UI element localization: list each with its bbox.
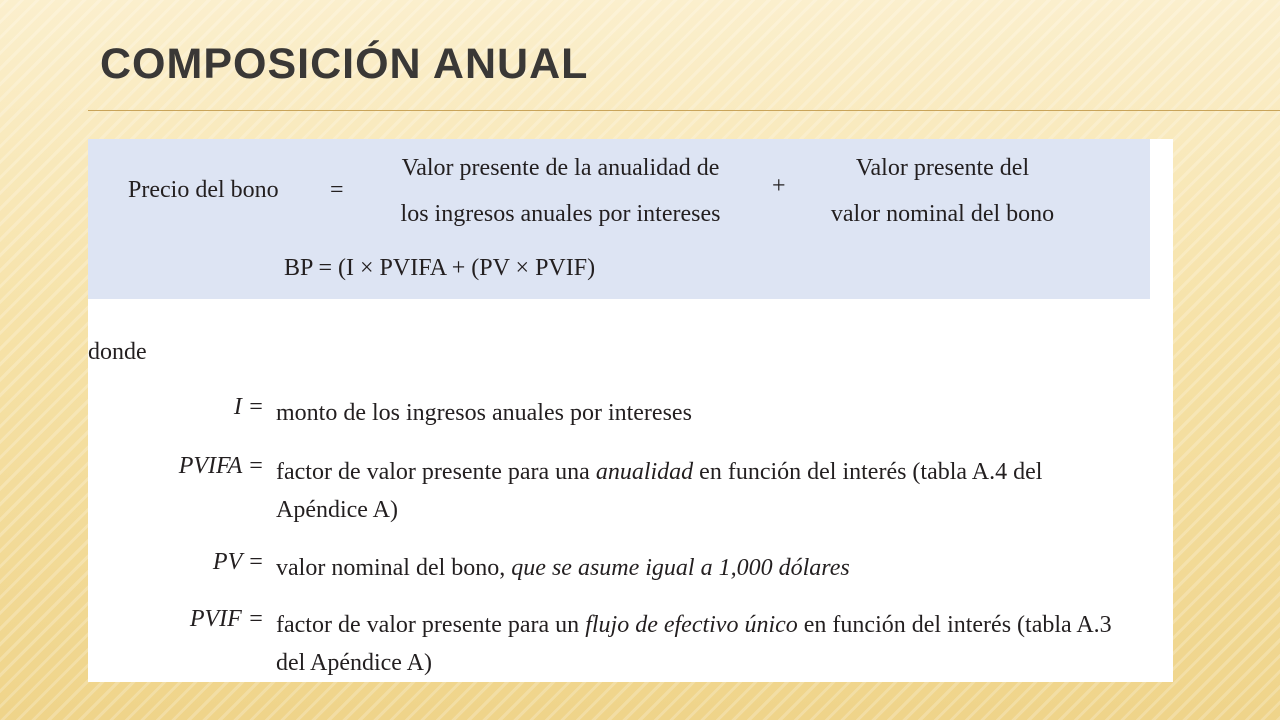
definition-text-part: en función del interés (tabla A.3 del Apéndice A)	[276, 612, 1112, 676]
definition-symbol: PVIF =	[189, 606, 264, 632]
formula-label: Precio del bono	[128, 177, 279, 203]
slide-title-wrap	[100, 38, 588, 90]
fraction-face-value-bottom: valor nominal del bono	[830, 201, 1055, 227]
fraction-face-value-top: Valor presente del	[855, 155, 1030, 181]
definition-symbol: PVIFA =	[178, 453, 264, 479]
formula-plus: +	[772, 173, 786, 199]
definition-text-part: factor de valor presente para una	[276, 459, 596, 485]
definition-text-part: monto de los ingresos anuales por intereses	[276, 400, 692, 426]
formula-equals: =	[330, 177, 344, 203]
fraction-annuity-top: Valor presente de la anualidad de	[401, 155, 720, 181]
title-divider	[88, 110, 1280, 111]
definition-text	[276, 394, 1136, 432]
fraction-annuity	[358, 145, 763, 237]
slide-title: COMPOSICIÓN ANUAL	[100, 40, 589, 88]
fraction-face-value	[800, 145, 1085, 237]
definition-text	[276, 453, 1136, 529]
formula-box	[88, 139, 1150, 299]
definition-text-part: valor nominal del bono,	[276, 555, 512, 581]
content-card	[88, 139, 1173, 682]
definition-italic: que se asume igual a 1,000 dólares	[511, 555, 850, 581]
fraction-annuity-bottom: los ingresos anuales por intereses	[400, 201, 721, 227]
bp-formula: BP = (I × PVIFA + (PV × PVIF)	[284, 255, 596, 281]
definition-symbol: I =	[233, 394, 264, 420]
definition-text	[276, 606, 1136, 682]
definition-italic: anualidad	[595, 459, 694, 485]
definition-italic: flujo de efectivo único	[585, 612, 798, 638]
definition-text-part: factor de valor presente para un	[276, 612, 586, 638]
definition-text-part: en función del interés (tabla A.4 del Apéndice A)	[276, 459, 1043, 523]
definition-symbol: PV =	[212, 549, 264, 575]
definition-text	[276, 549, 1136, 587]
where-label: donde	[88, 339, 147, 365]
